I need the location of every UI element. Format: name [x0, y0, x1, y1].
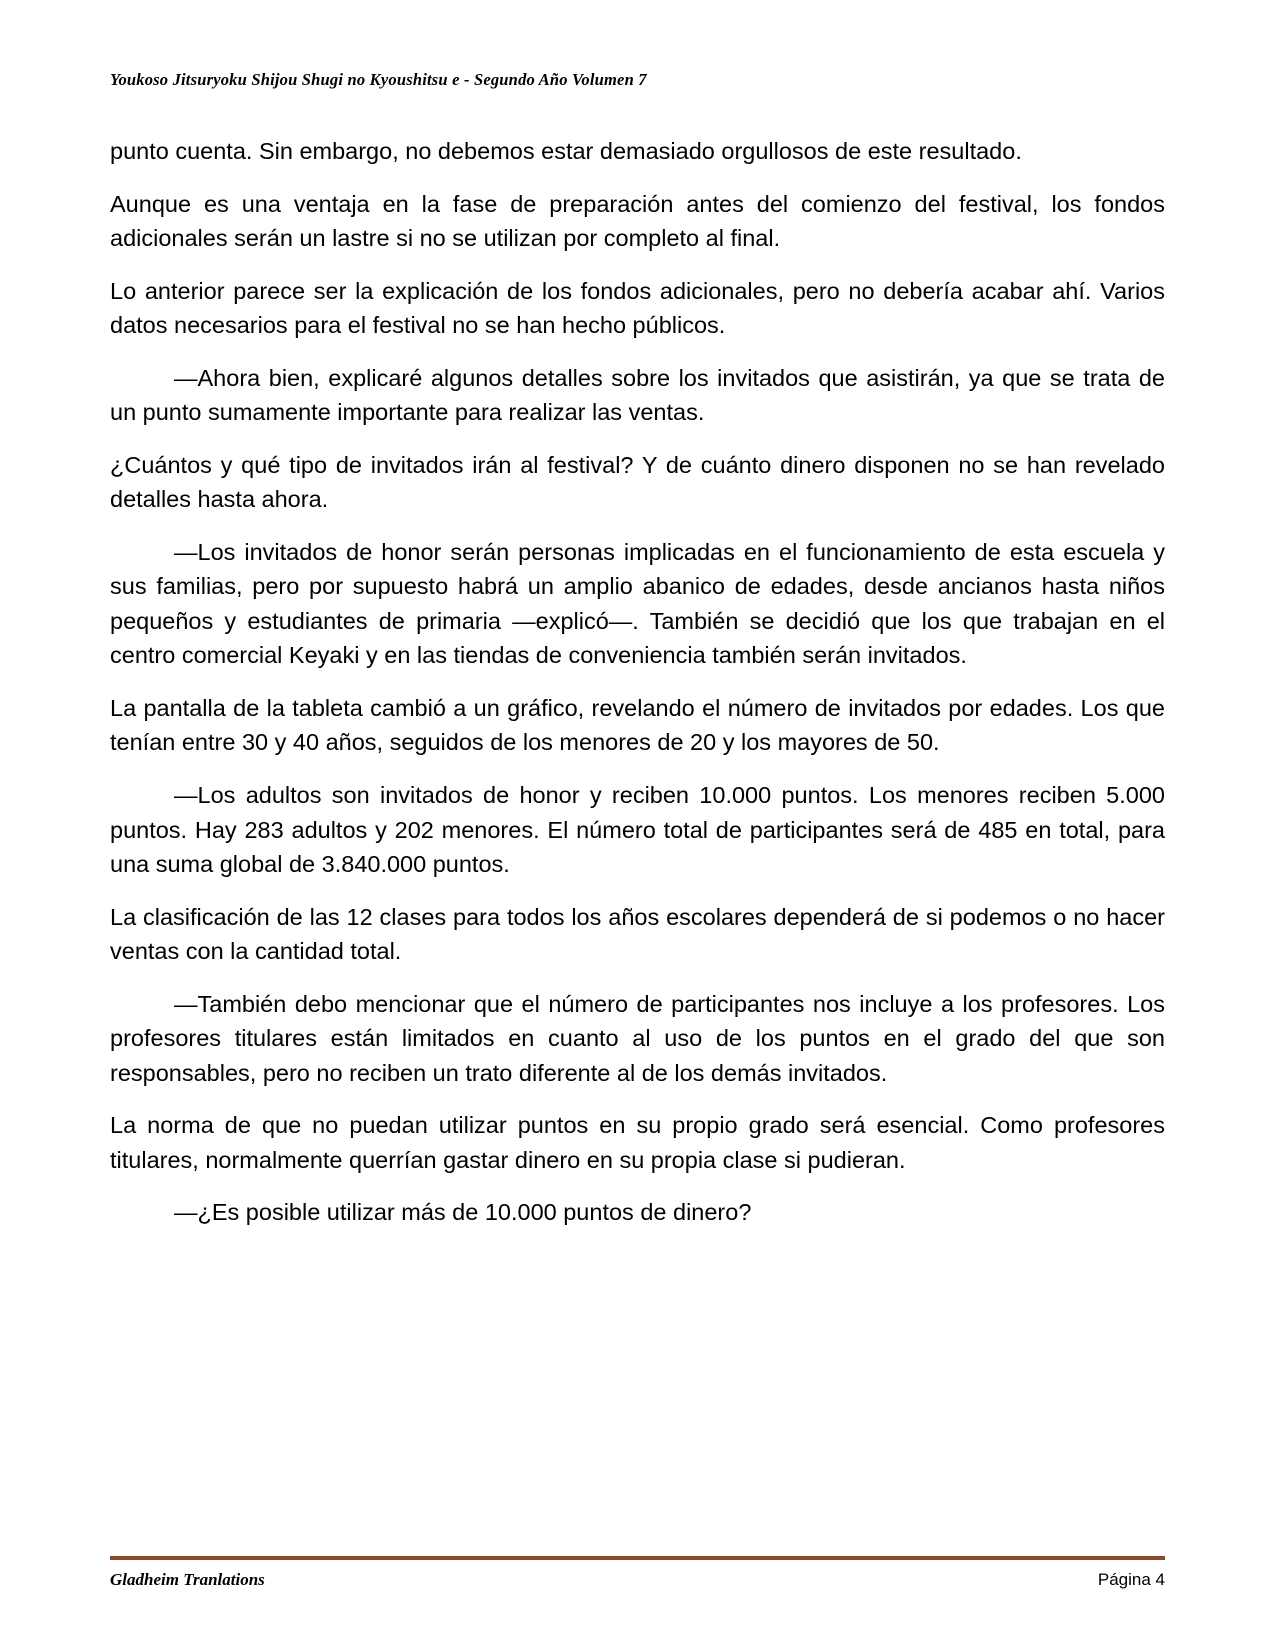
document-header: Youkoso Jitsuryoku Shijou Shugi no Kyoushitsu e - Segundo Año Volumen 7: [110, 70, 647, 89]
paragraph: La pantalla de la tableta cambió a un gráfico, revelando el número de invitados por edades. Los que tenían entre 30 y 40 años, seguidos de los menores de 20 y los mayores de 50.: [110, 694, 1165, 756]
page-content: [110, 70, 1165, 1230]
page-number: Página 4: [1097, 1570, 1165, 1589]
paragraph: —Los invitados de honor serán personas implicadas en el funcionamiento de esta escuela y sus familias, pero por supuesto habrá un amplio abanico de edades, desde ancianos hasta niños pequeños y estudiantes de primaria —explicó—. También se decidió que los que trabajan en el centro comercial Keyaki y en las tiendas de conveniencia también serán invitados.: [110, 538, 1165, 669]
paragraph: —¿Es posible utilizar más de 10.000 puntos de dinero?: [174, 1199, 752, 1226]
page-footer: [110, 1556, 1165, 1590]
paragraph: —Los adultos son invitados de honor y reciben 10.000 puntos. Los menores reciben 5.000 puntos. Hay 283 adultos y 202 menores. El número total de participantes será de 485 en total, para una suma global de 3.840.000 puntos.: [110, 781, 1165, 878]
paragraph: Aunque es una ventaja en la fase de preparación antes del comienzo del festival, los fondos adicionales serán un lastre si no se utilizan por completo al final.: [110, 190, 1165, 252]
paragraph: —También debo mencionar que el número de participantes nos incluye a los profesores. Los profesores titulares están limitados en cuanto al uso de los puntos en el grado del que son responsables, pero no reciben un trato diferente al de los demás invitados.: [110, 990, 1165, 1086]
footer-translator-credit: Gladheim Tranlations: [110, 1570, 265, 1589]
paragraph: Lo anterior parece ser la explicación de los fondos adicionales, pero no debería acabar ahí. Varios datos necesarios para el festival no se han hecho públicos.: [110, 277, 1165, 339]
paragraph: La norma de que no puedan utilizar puntos en su propio grado será esencial. Como profesores titulares, normalmente querrían gastar dinero en su propia clase si pudieran.: [110, 1112, 1165, 1173]
footer-row: [110, 1570, 1165, 1590]
paragraph: ¿Cuántos y qué tipo de invitados irán al festival? Y de cuánto dinero disponen no se han revelado detalles hasta ahora.: [110, 451, 1165, 513]
footer-divider: [110, 1556, 1165, 1560]
paragraph: La clasificación de las 12 clases para todos los años escolares dependerá de si podemos o no hacer ventas con la cantidad total.: [110, 903, 1165, 965]
paragraph: —Ahora bien, explicaré algunos detalles sobre los invitados que asistirán, ya que se trata de un punto sumamente importante para realizar las ventas.: [110, 364, 1165, 426]
paragraph: punto cuenta. Sin embargo, no debemos estar demasiado orgullosos de este resultado.: [110, 138, 1022, 164]
